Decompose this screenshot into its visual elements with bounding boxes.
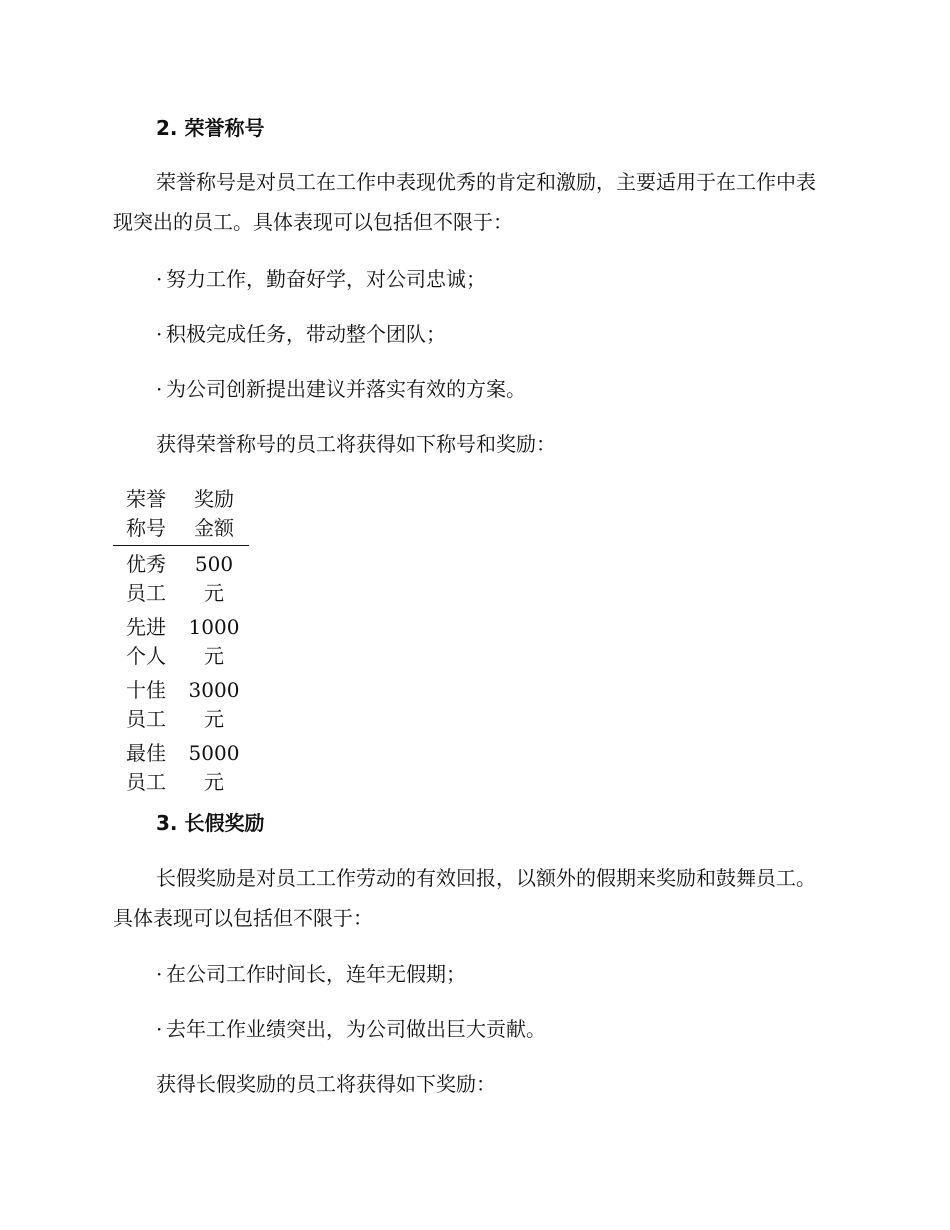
bullet-icon: · [156, 267, 163, 291]
bullet-icon: · [156, 322, 163, 346]
bullet-text: 去年工作业绩突出，为公司做出巨大贡献。 [166, 1017, 546, 1041]
table-header-row [113, 485, 249, 546]
bullet-text: 积极完成任务，带动整个团队； [166, 322, 446, 346]
cell-amount: 1000元 [188, 615, 240, 668]
awards-table [113, 485, 249, 799]
table-row [113, 673, 249, 736]
cell-title: 优秀员工 [126, 552, 166, 605]
cell-amount: 5000元 [188, 741, 240, 794]
section-heading-honor-titles: 2. 荣誉称号 [156, 116, 265, 140]
cell-amount: 3000元 [188, 678, 240, 731]
table-row [113, 546, 249, 611]
section-heading-long-leave: 3. 长假奖励 [156, 811, 265, 835]
bullet-icon: · [156, 962, 163, 986]
bullet-text: 在公司工作时间长，连年无假期； [166, 962, 466, 986]
cell-title: 最佳员工 [126, 741, 166, 794]
leave-bullet-1 [156, 960, 466, 988]
leave-bullet-2 [156, 1015, 546, 1043]
table-row [113, 610, 249, 673]
cell-title: 先进个人 [126, 615, 166, 668]
bullet-text: 努力工作，勤奋好学，对公司忠诚； [166, 267, 486, 291]
bullet-icon: · [156, 377, 163, 401]
table-row [113, 736, 249, 799]
honor-bullet-2 [156, 320, 446, 348]
long-leave-intro-paragraph: 长假奖励是对员工工作劳动的有效回报，以额外的假期来奖励和鼓舞员工。具体表现可以包括但不限于： [113, 866, 816, 930]
cell-title: 十佳员工 [126, 678, 166, 731]
bullet-text: 为公司创新提出建议并落实有效的方案。 [166, 377, 526, 401]
header-reward-amount: 奖励金额 [194, 487, 234, 540]
honor-bullet-1 [156, 265, 486, 293]
honor-titles-intro-paragraph: 荣誉称号是对员工在工作中表现优秀的肯定和激励，主要适用于在工作中表现突出的员工。具体表现可以包括但不限于： [113, 170, 816, 234]
header-honor-title: 荣誉称号 [126, 487, 166, 540]
long-leave-outro: 获得长假奖励的员工将获得如下奖励： [156, 1072, 496, 1096]
bullet-icon: · [156, 1017, 163, 1041]
cell-amount: 500元 [194, 552, 234, 605]
honor-titles-outro: 获得荣誉称号的员工将获得如下称号和奖励： [156, 432, 556, 456]
honor-bullet-3 [156, 375, 526, 403]
